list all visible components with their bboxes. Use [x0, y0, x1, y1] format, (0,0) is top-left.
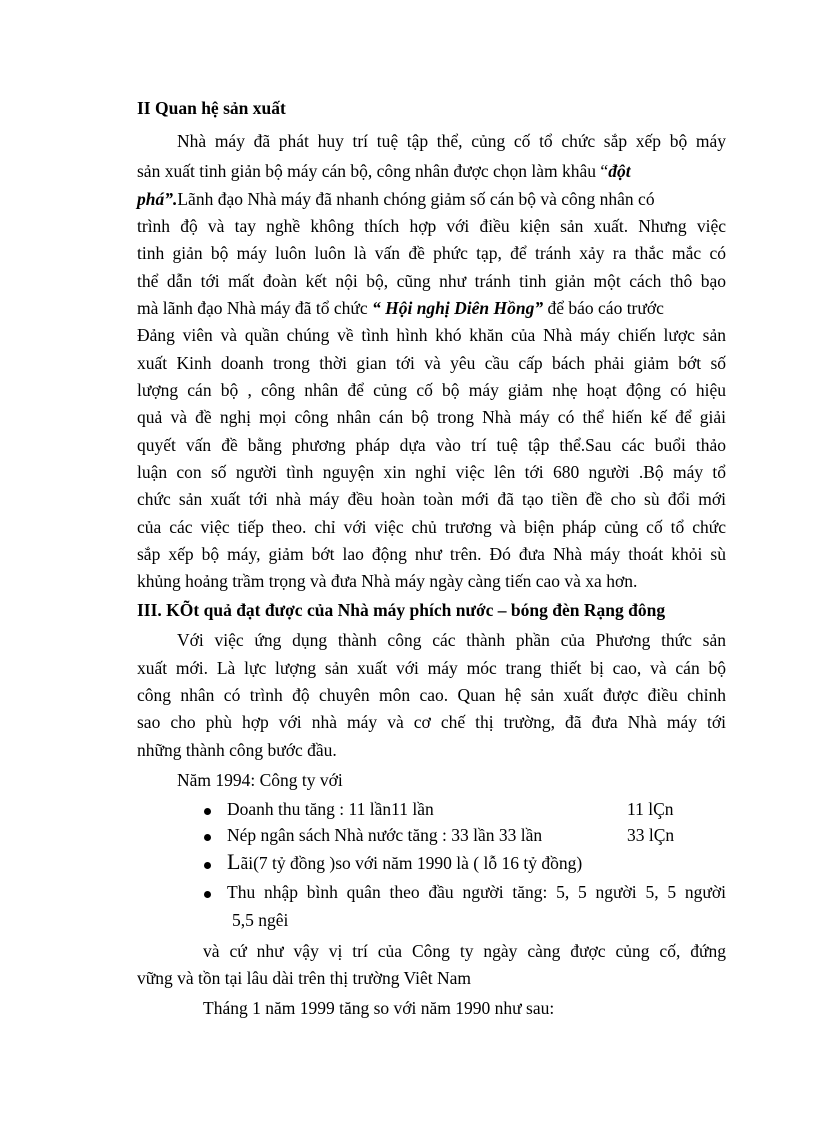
- section-2-heading: II Quan hệ sản xuất: [137, 98, 286, 118]
- paragraph-line: Nhà máy đã phát huy trí tuệ tập thể, củng cố tổ chức sắp xếp bộ máy: [177, 131, 726, 151]
- paragraph-line: khủng hoảng trầm trọng và đưa Nhà máy ngày càng tiến cao và xa hơn.: [137, 571, 638, 591]
- paragraph-line: những thành công bước đầu.: [137, 740, 337, 760]
- bullet-icon: [204, 808, 211, 815]
- paragraph-line: trình độ và tay nghề không thích hợp với điều kiện sản xuất. Nhưng việc: [137, 216, 726, 236]
- paragraph-line: tinh giản bộ máy luôn luôn là vấn đề phức tạp, để tránh xảy ra thắc mắc có: [137, 243, 726, 263]
- paragraph-line: lượng cán bộ , công nhân để củng cố bộ máy giảm nhẹ hoạt động có hiệu: [137, 380, 726, 400]
- paragraph-line: [137, 298, 726, 318]
- text-run: ãi(7 tỷ đồng )so với năm 1990 là ( lỗ 16 tỷ đồng): [240, 853, 583, 873]
- bullet-right-value: 33 lÇn: [627, 825, 675, 845]
- bullet-text: Doanh thu tăng : 11 lần11 lần: [227, 799, 434, 819]
- text-run: Lãnh đạo Nhà máy đã nhanh chóng giảm số cán bộ và công nhân có: [177, 189, 655, 209]
- paragraph-line: và cứ như vậy vị trí của Công ty ngày càng được củng cố, đứng: [203, 941, 726, 961]
- paragraph-line: quả và đề nghị mọi công nhân cán bộ trong Nhà máy có thể hiến kế để giải: [137, 407, 726, 427]
- paragraph-line: Với việc ứng dụng thành công các thành phần của Phương thức sản: [177, 630, 726, 650]
- emphasis-text: phá: [137, 189, 165, 209]
- emphasis-text: “ Hội nghị Diên Hồng”: [371, 298, 544, 318]
- paragraph-line: thể dẫn tới mất đoàn kết nội bộ, cũng như tránh tinh giản một cách thô bạo: [137, 271, 726, 291]
- paragraph-line: [137, 161, 726, 181]
- emphasis-text: ”.: [164, 189, 178, 209]
- paragraph-line: quyết vấn đề bằng phương pháp dựa vào trí tuệ tập thể.Sau các buổi thảo: [137, 435, 726, 455]
- text-run: để báo cáo trước: [543, 298, 664, 318]
- bullet-continuation: 5,5 ngêi: [232, 910, 289, 930]
- paragraph-line: vững và tồn tại lâu dài trên thị trường Viêt Nam: [137, 968, 472, 988]
- bullet-text: Nép ngân sách Nhà nước tăng : 33 lần 33 lần: [227, 825, 543, 845]
- bullet-icon: [204, 862, 211, 869]
- paragraph-line: công nhân có trình độ chuyên môn cao. Quan hệ sản xuất được điều chỉnh: [137, 685, 726, 705]
- paragraph-line: sao cho phù hợp với nhà máy và cơ chế thị trường, đã đưa Nhà máy tới: [137, 712, 726, 732]
- paragraph-line: sắp xếp bộ máy, giảm bớt lao động như trên. Đó đưa Nhà máy thoát khỏi sù: [137, 544, 726, 564]
- paragraph-line: [137, 189, 726, 209]
- paragraph-line: xuất mới. Là lực lượng sản xuất với máy móc trang thiết bị cao, và cán bộ: [137, 658, 726, 678]
- paragraph-line: Tháng 1 năm 1999 tăng so với năm 1990 như sau:: [203, 998, 555, 1018]
- bullet-icon: [204, 891, 211, 898]
- section-3-heading: III. KÕt quả đạt được của Nhà máy phích nước – bóng đèn Rạng đông: [137, 600, 666, 620]
- bullet-icon: [204, 834, 211, 841]
- bullet-right-value: 11 lÇn: [627, 799, 674, 819]
- big-initial: L: [227, 849, 241, 874]
- paragraph-line: xuất Kinh doanh trong thời gian tới và yêu cầu cấp bách phải giảm bớt số: [137, 353, 726, 373]
- year-intro: Năm 1994: Công ty với: [177, 770, 343, 790]
- paragraph-line: chức sản xuất tới nhà máy đều hoàn toàn mới đã tạo tiền đề cho sù đổi mới: [137, 489, 726, 509]
- text-run: sản xuất tinh giản bộ máy cán bộ, công nhân được chọn làm khâu “: [137, 161, 609, 181]
- text-run: mà lãnh đạo Nhà máy đã tổ chức: [137, 298, 372, 318]
- paragraph-line: Đảng viên và quần chúng về tình hình khó khăn của Nhà máy chiến lược sản: [137, 325, 726, 345]
- paragraph-line: của các việc tiếp theo. chỉ với việc chủ trương và biện pháp củng cố tổ chức: [137, 517, 726, 537]
- bullet-text: Thu nhập bình quân theo đầu người tăng: 5, 5 người 5, 5 người: [227, 882, 726, 902]
- emphasis-text: đột: [608, 161, 631, 181]
- bullet-text: [227, 849, 583, 874]
- paragraph-line: luận con số người tình nguyện xin nghỉ việc lên tới 680 người .Bộ máy tổ: [137, 462, 726, 482]
